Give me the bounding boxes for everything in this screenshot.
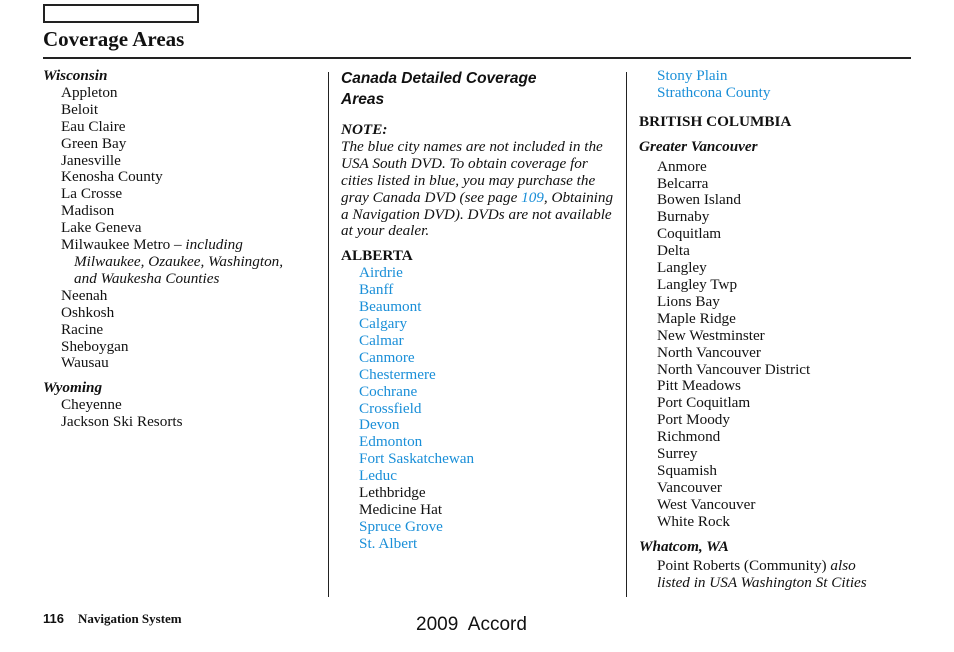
column-divider-1 bbox=[328, 72, 329, 597]
city-item: Coquitlam bbox=[657, 225, 722, 243]
page-link[interactable]: 109 bbox=[521, 188, 544, 206]
city-item: La Crosse bbox=[61, 185, 123, 203]
city-item-blue: Calmar bbox=[359, 331, 404, 349]
city-note-line: Milwaukee, Ozaukee, Washington, bbox=[74, 252, 284, 270]
city-item: Delta bbox=[657, 242, 690, 260]
city-item-blue: Edmonton bbox=[359, 433, 423, 451]
city-note: including bbox=[185, 236, 243, 254]
footer-model: 2009 Accord bbox=[416, 614, 527, 635]
city-item-milwaukee bbox=[61, 237, 323, 288]
city-item: Langley Twp bbox=[657, 275, 738, 293]
city-item-blue: Cochrane bbox=[359, 382, 418, 400]
alberta-city-list-continued bbox=[639, 68, 919, 102]
footer-label: Navigation System bbox=[78, 611, 182, 626]
city-item-blue: Devon bbox=[359, 416, 400, 434]
city-item: Jackson Ski Resorts bbox=[61, 413, 183, 431]
city-item: Neenah bbox=[61, 286, 108, 304]
wisconsin-city-list bbox=[43, 85, 323, 372]
city-item-blue: Chestermere bbox=[359, 365, 436, 383]
city-item-blue: Fort Saskatchewan bbox=[359, 450, 475, 468]
city-item: West Vancouver bbox=[657, 495, 756, 513]
city-item: Maple Ridge bbox=[657, 309, 736, 327]
city-item: Langley bbox=[657, 259, 707, 277]
city-item-blue: Airdrie bbox=[359, 264, 403, 282]
column-1 bbox=[43, 68, 323, 431]
city-item: Lake Geneva bbox=[61, 219, 142, 237]
city-item: Burnaby bbox=[657, 208, 710, 226]
city-item-blue: Strathcona County bbox=[657, 83, 771, 101]
city-name: Milwaukee Metro bbox=[61, 236, 171, 254]
note-label: NOTE: bbox=[341, 121, 388, 138]
city-item-blue: Stony Plain bbox=[657, 67, 728, 84]
whatcom-city-list bbox=[639, 558, 919, 592]
city-item: North Vancouver District bbox=[657, 360, 811, 378]
dash: – bbox=[170, 236, 186, 254]
title-rule bbox=[43, 57, 911, 59]
city-item: Oshkosh bbox=[61, 303, 115, 321]
city-note-line: and Waukesha Counties bbox=[74, 269, 220, 287]
city-item: Port Coquitlam bbox=[657, 394, 751, 412]
city-item-blue: Calgary bbox=[359, 314, 408, 332]
city-item: Squamish bbox=[657, 461, 717, 479]
city-item-blue: Banff bbox=[359, 281, 394, 299]
page-number: 116 bbox=[43, 611, 64, 626]
city-item: Appleton bbox=[61, 83, 118, 101]
city-item: Lethbridge bbox=[359, 484, 426, 502]
city-item-blue: Canmore bbox=[359, 348, 415, 366]
note-text: The blue city names are not included in the USA South DVD. To obtain coverage for cities listed in blue, you may purchase the gray Canada DVD (see page 109, Obtaining a Navigation DVD). DVDs are not available at your dealer. bbox=[341, 137, 614, 240]
city-note-line: listed in USA Washington St Cities bbox=[657, 574, 867, 592]
city-item: Sheboygan bbox=[61, 337, 129, 355]
region-heading-wyoming: Wyoming bbox=[43, 379, 103, 397]
province-heading-bc: BRITISH COLUMBIA bbox=[639, 112, 792, 130]
section-title: Canada Detailed Coverage Areas bbox=[341, 70, 537, 108]
city-note: also bbox=[830, 557, 856, 575]
city-item: Lions Bay bbox=[657, 292, 720, 310]
city-item-blue: St. Albert bbox=[359, 534, 418, 552]
city-item: Richmond bbox=[657, 428, 721, 446]
page-title: Coverage Areas bbox=[43, 27, 185, 51]
city-item-blue: Leduc bbox=[359, 467, 397, 485]
city-item: Belcarra bbox=[657, 174, 709, 192]
region-heading-whatcom: Whatcom, WA bbox=[639, 537, 729, 555]
alberta-city-list bbox=[341, 265, 616, 552]
city-item: New Westminster bbox=[657, 326, 765, 344]
column-divider-2 bbox=[626, 72, 627, 597]
city-item: Pitt Meadows bbox=[657, 377, 741, 395]
city-item: Wausau bbox=[61, 354, 109, 372]
city-item: Anmore bbox=[657, 157, 707, 175]
column-3 bbox=[639, 68, 919, 592]
header-tab-box bbox=[43, 4, 199, 23]
city-item: Vancouver bbox=[657, 478, 722, 496]
city-item: Janesville bbox=[61, 151, 121, 169]
city-item: North Vancouver bbox=[657, 343, 761, 361]
city-item: White Rock bbox=[657, 512, 730, 530]
city-item: Medicine Hat bbox=[359, 500, 443, 518]
column-2 bbox=[341, 68, 616, 553]
city-item: Kenosha County bbox=[61, 168, 163, 186]
city-item-point-roberts bbox=[657, 558, 919, 592]
city-item-blue: Crossfield bbox=[359, 399, 422, 417]
city-item: Madison bbox=[61, 202, 115, 220]
vancouver-city-list bbox=[639, 159, 919, 531]
city-item-blue: Beaumont bbox=[359, 298, 422, 316]
city-item: Bowen Island bbox=[657, 191, 741, 209]
city-name: Point Roberts (Community) bbox=[657, 557, 827, 575]
region-heading-greater-vancouver: Greater Vancouver bbox=[639, 137, 758, 155]
city-item: Surrey bbox=[657, 445, 698, 463]
city-item: Cheyenne bbox=[61, 396, 122, 414]
city-item: Eau Claire bbox=[61, 117, 126, 135]
region-heading-wisconsin: Wisconsin bbox=[43, 67, 108, 84]
city-item-blue: Spruce Grove bbox=[359, 517, 443, 535]
city-item: Racine bbox=[61, 320, 104, 338]
province-heading-alberta: ALBERTA bbox=[341, 247, 413, 265]
city-item: Beloit bbox=[61, 100, 99, 118]
city-item: Port Moody bbox=[657, 411, 730, 429]
wyoming-city-list bbox=[43, 397, 323, 431]
city-item: Green Bay bbox=[61, 134, 127, 152]
